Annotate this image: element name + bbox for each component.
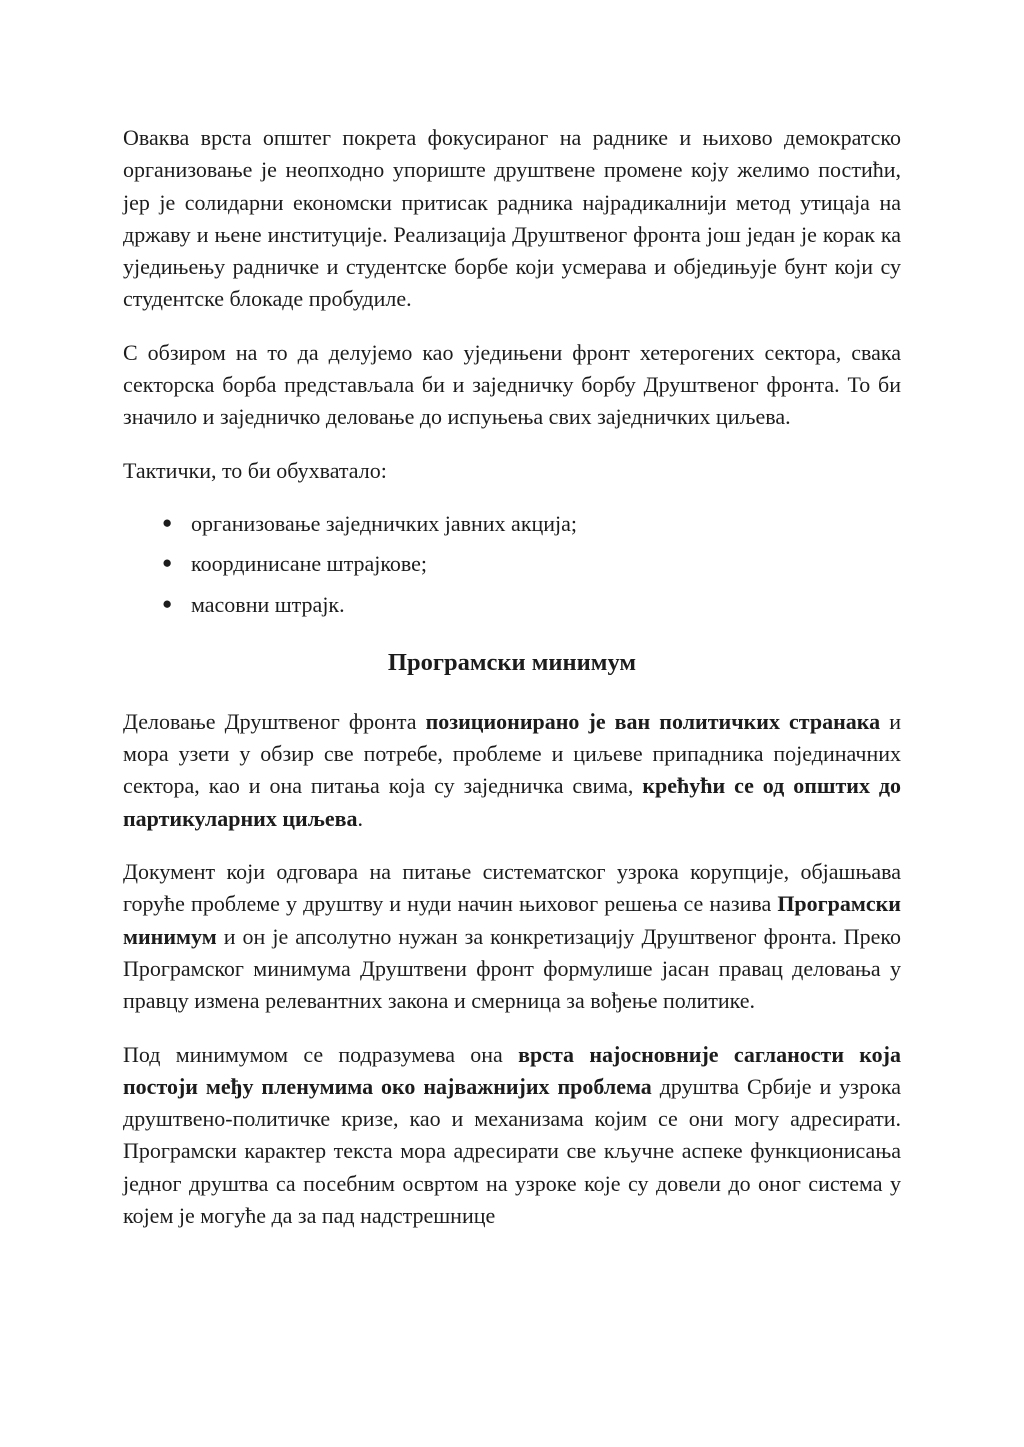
bullet-icon: ● [162, 512, 173, 532]
paragraph [123, 122, 901, 316]
text-run: . [357, 805, 364, 831]
list-item-text: координисане штрајкове; [191, 551, 428, 577]
bullet-icon: ● [162, 553, 173, 573]
text-run: и мора узети у обзир све потребе, проблеме и циљеве припадника појединачних сектора, као и она питања која су заједничка свима, [123, 708, 901, 799]
section-heading: Програмски минимум [387, 648, 637, 676]
text-run: друштва Србије и узрока друштвено-политичке кризе, као и механизама којим се они могу адресирати. Програмски карактер текста мора адресирати све кључне аспеке функционисања једног друштва са посебним освртом на узроке које су довели до оног система у којем је могуће да за пад надстрешнице [123, 1073, 901, 1229]
text-run: Тактички, то би обухватало: [123, 457, 387, 483]
list-item-text: организовање заједничких јавних акција; [191, 510, 578, 536]
text-run: Под минимумом се подразумева она [123, 1041, 519, 1067]
bullet-icon: ● [162, 593, 173, 613]
text-run: и он је апсолутно нужан за конкретизацију Друштвеног фронта. Преко Програмског минимума Друштвени фронт формулише јасан правац деловања у правцу измена релевантних закона и смерница за вођење политике. [123, 923, 901, 1014]
text-run: Оваква врста општег покрета фокусираног на раднике и њихово демократско организовање је неопходно упориште друштвене промене коју желимо постићи, јер је солидарни економски притисак радника најрадикалнији метод утицаја на државу и њене институције. Реализација Друштвеног фронта још један је корак ка уједињењу радничке и студентске борбе који усмерава и обједињује бунт који су студентске блокаде пробудиле. [123, 125, 901, 312]
bold-text-run: позиционирано је ван политичких странака [425, 708, 881, 734]
paragraph [123, 455, 901, 487]
paragraph [123, 706, 901, 835]
document-content [123, 122, 901, 1253]
list-item [162, 548, 901, 580]
paragraph [123, 1039, 901, 1233]
bold-text-run: врста најосновније сагланости која постоји међу пленумима око најважнијих проблема [123, 1041, 902, 1099]
list-item [162, 508, 901, 540]
text-run: Документ који одговара на питање систематског узрока корупције, објашњава горуће проблеме у друштву и нуди начин њиховог решења се назива [123, 859, 901, 917]
bold-text-run: Програмски минимум [123, 891, 901, 949]
bold-text-run: крећући се од општих до партикуларних циљева [123, 773, 902, 831]
bullet-list [123, 508, 901, 621]
list-item-text: масовни штрајк. [191, 591, 345, 617]
paragraph [123, 856, 901, 1017]
list-item [162, 589, 901, 621]
paragraph [123, 337, 901, 434]
text-run: Деловање Друштвеног фронта [123, 708, 426, 734]
text-run: С обзиром на то да делујемо као уједињени фронт хетерогених сектора, свака секторска борба представљала би и заједничку борбу Друштвеног фронта. То би значило и заједничко деловање до испуњења свих заједничких циљева. [123, 339, 901, 430]
